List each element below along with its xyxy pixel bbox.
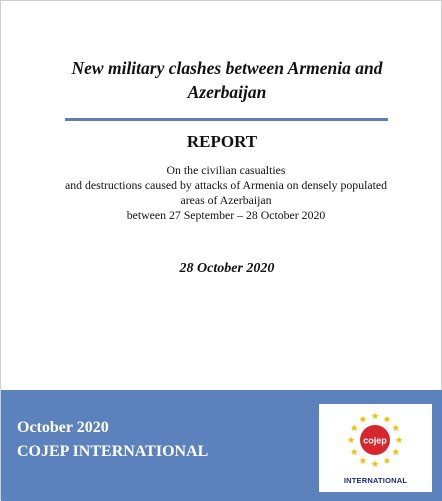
logo-star-icon xyxy=(384,416,391,423)
logo-star-icon xyxy=(392,448,399,455)
logo-star-icon xyxy=(372,460,379,467)
cover-footer-band xyxy=(1,390,442,501)
document-title: New military clashes between Armenia and Azerbaijan xyxy=(71,58,383,102)
subtitle-line: between 27 September – 28 October 2020 xyxy=(126,208,326,222)
logo-star-icon xyxy=(392,424,399,431)
subtitle-line: On the civilian casualties xyxy=(166,163,286,177)
logo-star-icon xyxy=(348,436,355,443)
title-divider xyxy=(65,118,388,121)
logo-star-icon xyxy=(351,448,358,455)
subtitle-line: and destructions caused by attacks of Armenia on densely populated xyxy=(64,178,388,192)
report-subtitle xyxy=(31,163,421,223)
report-heading: REPORT xyxy=(186,132,258,151)
report-date: 28 October 2020 xyxy=(179,261,275,276)
logo-star-icon xyxy=(360,457,367,464)
logo-star-icon xyxy=(360,416,367,423)
logo-caption: INTERNATIONAL xyxy=(343,476,408,485)
cojep-logo xyxy=(319,404,432,492)
logo-star-icon xyxy=(372,412,379,419)
subtitle-line: areas of Azerbaijan xyxy=(180,193,272,207)
logo-wordmark: cojep xyxy=(363,435,387,446)
logo-star-icon xyxy=(384,457,391,464)
logo-star-icon xyxy=(396,436,403,443)
footer-organization: COJEP INTERNATIONAL xyxy=(17,443,209,460)
logo-star-icon xyxy=(351,424,358,431)
footer-month: October 2020 xyxy=(17,419,109,436)
